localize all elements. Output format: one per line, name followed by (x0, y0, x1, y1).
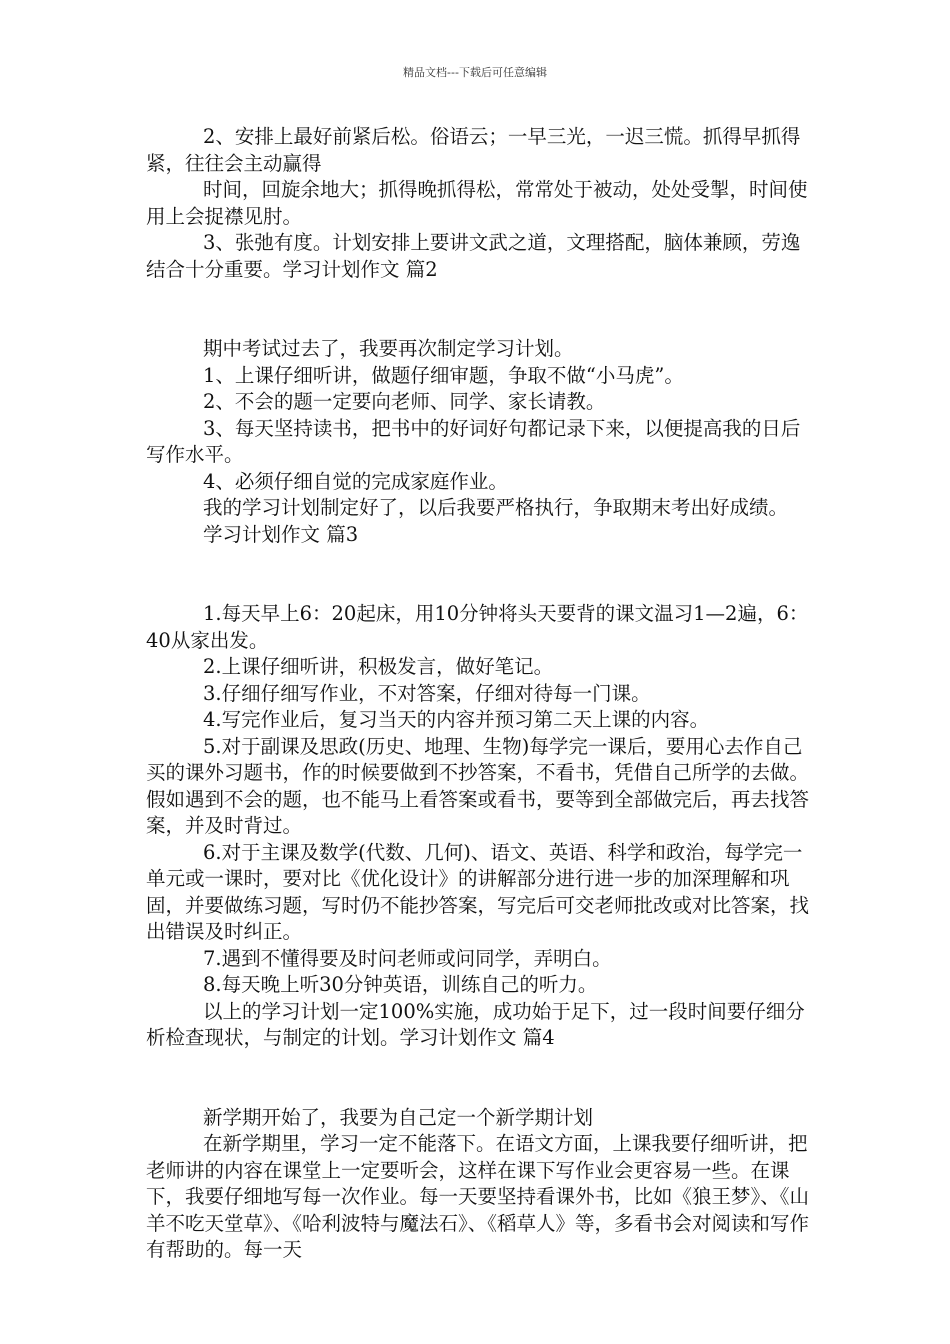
section-heading: 学习计划作文 篇3 (203, 522, 359, 546)
paragraph: 时间，回旋余地大；抓得晚抓得松，常常处于被动，处处受掣，时间使用上会捉襟见肘。 (146, 178, 808, 228)
paragraph-gap (146, 548, 811, 601)
paragraph: 2、不会的题一定要向老师、同学、家长请教。 (203, 390, 606, 413)
paragraph: 5.对于副课及思政(历史、地理、生物)每学完一课后，要用心去作自己买的课外习题书，作的时候要做到不抄答案，不看书，凭借自己所学的去做。假如遇到不会的题，也不能马上看答案或看书，要等到全部做完后，再去找答案，并及时背过。 (146, 734, 810, 837)
paragraph: 2.上课仔细听讲，积极发言，做好笔记。 (203, 655, 554, 678)
document-body (146, 124, 811, 1264)
paragraph: 期中考试过去了，我要再次制定学习计划。 (203, 337, 574, 360)
paragraph: 我的学习计划制定好了，以后我要严格执行，争取期末考出好成绩。 (203, 496, 789, 519)
paragraph: 8.每天晚上听30分钟英语，训练自己的听力。 (203, 973, 598, 996)
paragraph-gap (146, 1052, 811, 1105)
paragraph: 1.每天早上6：20起床，用10分钟将头天要背的课文温习1—2遍，6：40从家出发。 (146, 602, 809, 652)
paragraph: 1、上课仔细听讲，做题仔细审题，争取不做“小马虎”。 (203, 363, 684, 387)
page-header: 精品文档---下载后可任意编辑 (403, 66, 547, 79)
paragraph: 4.写完作业后，复习当天的内容并预习第二天上课的内容。 (203, 708, 710, 731)
paragraph: 在新学期里，学习一定不能落下。在语文方面，上课我要仔细听讲，把老师讲的内容在课堂上一定要听会，这样在课下写作业会更容易一些。在课下，我要仔细地写每一次作业。每一天要坚持看课外书，比如《狼王梦》、《山羊不吃天堂草》、《哈利波特与魔法石》、《稻草人》等，多看书会对阅读和写作有帮助的。每一天 (146, 1132, 810, 1261)
paragraph-gap (146, 283, 811, 336)
paragraph: 3.仔细仔细写作业，不对答案，仔细对待每一门课。 (203, 681, 651, 705)
paragraph: 6.对于主课及数学(代数、几何)、语文、英语、科学和政治，每学完一单元或一课时，要对比《优化设计》的讲解部分进行进一步的加深理解和巩固，并要做练习题，写时仍不能抄答案，写完后可交老师批改或对比答案，找出错误及时纠正。 (146, 840, 810, 943)
paragraph: 3、每天坚持读书，把书中的好词好句都记录下来，以便提高我的日后写作水平。 (146, 416, 801, 466)
paragraph: 4、必须仔细自觉的完成家庭作业。 (203, 469, 508, 493)
paragraph: 7.遇到不懂得要及时问老师或问同学，弄明白。 (203, 946, 612, 970)
paragraph: 3、张弛有度。计划安排上要讲文武之道，文理搭配，脑体兼顾，劳逸结合十分重要。学习计划作文 篇2 (146, 231, 801, 281)
paragraph: 以上的学习计划一定100%实施，成功始于足下，过一段时间要仔细分析检查现状，与制定的计划。学习计划作文 篇4 (146, 999, 805, 1049)
paragraph: 新学期开始了，我要为自己定一个新学期计划 (203, 1105, 594, 1129)
paragraph: 2、安排上最好前紧后松。俗语云；一早三光，一迟三慌。抓得早抓得紧，往往会主动赢得 (146, 125, 801, 175)
